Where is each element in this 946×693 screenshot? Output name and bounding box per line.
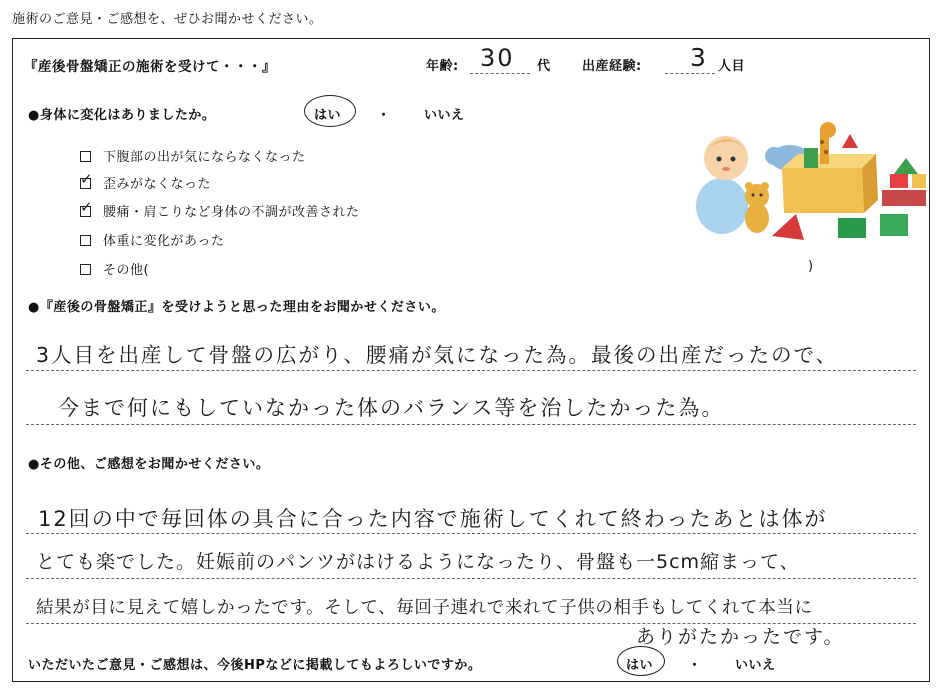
- q1-option-2-label: 歪みがなくなった: [103, 177, 212, 192]
- births-label: 出産経験:: [582, 59, 642, 74]
- q3-answer-line-2: とても楽でした。妊娠前のパンツがはけるようになったり、骨盤も一5cm縮まって、: [36, 551, 800, 573]
- consent-yes[interactable]: はい: [626, 658, 654, 673]
- q2-answer-line-1: 3人目を出産して骨盤の広がり、腰痛が気になった為。最後の出産だったので、: [36, 343, 839, 367]
- age-value: 30: [480, 44, 515, 72]
- q1-other-close: ): [808, 259, 814, 274]
- q2-ruled-line-1: [26, 370, 916, 371]
- q1-option-3-label: 腰痛・肩こりなど身体の不調が改善された: [103, 205, 360, 220]
- q1-option-4-label: 体重に変化があった: [103, 234, 225, 249]
- checkbox[interactable]: [80, 151, 91, 162]
- consent-yes-circle: [617, 646, 665, 676]
- q3-ruled-line-1: [26, 533, 916, 534]
- consent-no[interactable]: いいえ: [735, 658, 776, 673]
- births-value: 3: [690, 43, 708, 72]
- checkbox-checked[interactable]: [80, 170, 94, 189]
- form-title: 『産後骨盤矯正の施術を受けて・・・』: [24, 59, 276, 75]
- age-unit: 代: [537, 59, 551, 74]
- q2-question: ●『産後の骨盤矯正』を受けようと思った理由をお聞かせください。: [28, 300, 445, 315]
- q1-no[interactable]: いいえ: [424, 108, 465, 123]
- q3-ruled-line-3: [26, 623, 916, 624]
- check-mark-icon: ✓: [80, 198, 94, 216]
- q1-option-5[interactable]: [80, 259, 149, 278]
- consent-separator: ・: [688, 658, 702, 673]
- consent-question: いただいたご意見・ご感想は、今後HPなどに掲載してもよろしいですか。: [28, 658, 482, 673]
- q3-ruled-line-2: [26, 578, 916, 579]
- q1-separator: ・: [377, 108, 391, 123]
- q1-option-4[interactable]: [80, 230, 224, 249]
- baby-with-toys-icon: [692, 118, 932, 243]
- checkbox[interactable]: [80, 235, 91, 246]
- q1-option-1[interactable]: [80, 146, 306, 165]
- births-underline: [665, 73, 715, 74]
- q1-option-5-label: その他(: [103, 263, 150, 278]
- age-underline: [470, 73, 530, 74]
- check-mark-icon: ✓: [80, 170, 94, 188]
- q1-option-3[interactable]: [80, 198, 360, 220]
- q3-question: ●その他、ご感想をお聞かせください。: [28, 457, 270, 472]
- q1-option-2[interactable]: [80, 170, 212, 192]
- q2-answer-line-2: 今まで何にもしていなかった体のバランス等を治したかった為。: [58, 396, 725, 420]
- header-prompt: 施術のご意見・ご感想を、ぜひお聞かせください。: [12, 12, 323, 27]
- q3-answer-line-1: 12回の中で毎回体の具合に合った内容で施術してくれて終わったあとは体が: [38, 507, 828, 531]
- births-unit: 人目: [718, 59, 746, 74]
- q1-option-1-label: 下腹部の出が気にならなくなった: [103, 150, 306, 165]
- q1-yes-circle: [304, 95, 356, 127]
- checkbox[interactable]: [80, 264, 91, 275]
- q2-ruled-line-2: [26, 424, 916, 425]
- age-label: 年齢:: [426, 59, 459, 74]
- q1-yes[interactable]: はい: [314, 108, 342, 123]
- q3-answer-line-3: 結果が目に見えて嬉しかったです。そして、毎回子連れで来れて子供の相手もしてくれて本当に: [36, 598, 813, 618]
- q1-question: ●身体に変化はありましたか。: [28, 108, 216, 123]
- q3-answer-line-4: ありがたかったです。: [636, 626, 845, 648]
- checkbox-checked[interactable]: [80, 198, 94, 217]
